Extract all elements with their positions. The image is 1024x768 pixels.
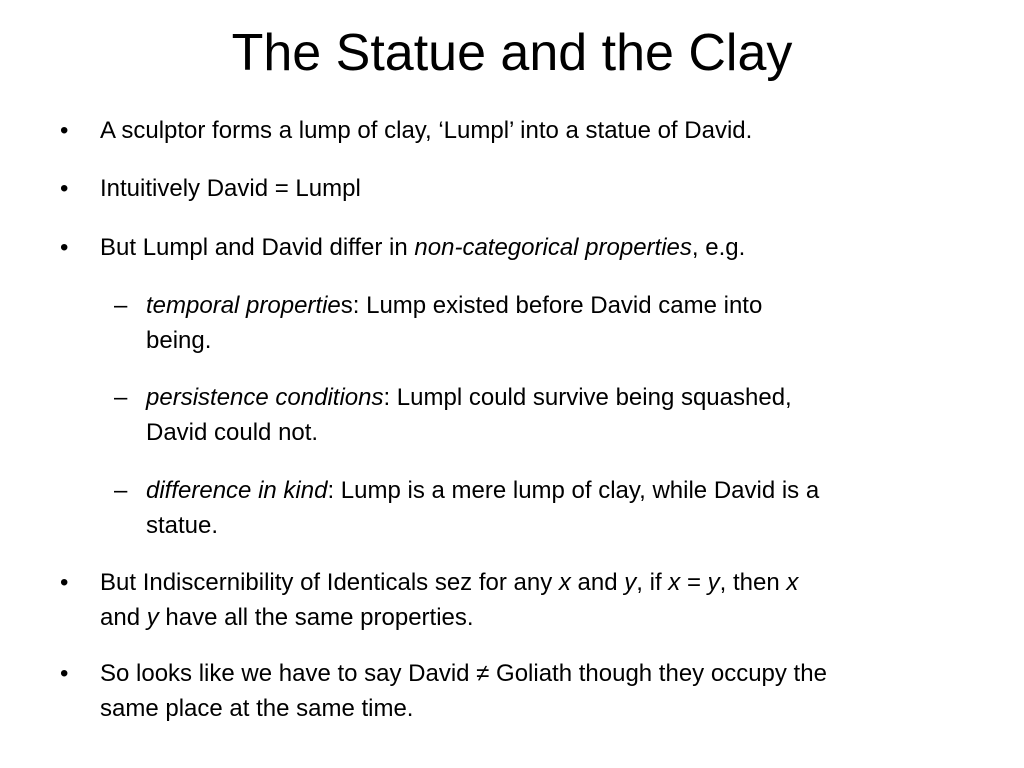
bullet-icon: • — [60, 175, 69, 202]
variable-y: y — [146, 604, 159, 631]
variable-x: x — [668, 569, 681, 596]
sub-bullet-text — [146, 288, 946, 358]
text-run: So looks like we have to say David ≠ Goliath though they occupy the — [100, 660, 827, 687]
sub-bullet-text — [146, 473, 946, 543]
text-run: , if — [636, 569, 669, 596]
bullet-text — [100, 230, 980, 265]
text-run: : Lumpl could survive being squashed, — [383, 384, 792, 411]
bullet-text: Intuitively David = Lumpl — [100, 175, 361, 202]
bullet-icon: • — [60, 569, 69, 596]
text-run: But Lumpl and David differ in — [100, 234, 415, 261]
text-run: , e.g. — [691, 234, 746, 261]
bullet-text — [100, 656, 980, 726]
variable-x: x — [558, 569, 571, 596]
emphasis-text: persistence conditions — [146, 384, 384, 411]
slide-title: The Statue and the Clay — [231, 24, 793, 82]
text-run: s: Lump existed before David came into — [340, 292, 763, 319]
emphasis-text: difference in kind — [146, 477, 328, 504]
bullet-icon: • — [60, 117, 69, 144]
text-run: : Lump is a mere lump of clay, while David is a — [327, 477, 820, 504]
text-run: But Indiscernibility of Identicals sez for any — [100, 569, 559, 596]
dash-icon: – — [114, 384, 128, 411]
bullet-icon: • — [60, 660, 69, 687]
text-run: same place at the same time. — [100, 695, 414, 722]
text-run: have all the same properties. — [158, 604, 474, 631]
bullet-text — [100, 565, 980, 635]
variable-x: x — [786, 569, 799, 596]
dash-icon: – — [114, 477, 128, 504]
text-run: , then — [719, 569, 787, 596]
text-run: being. — [146, 327, 212, 354]
text-run: = — [680, 569, 708, 596]
text-run: and — [570, 569, 625, 596]
bullet-text: A sculptor forms a lump of clay, ‘Lumpl’ into a statue of David. — [100, 117, 753, 144]
bullet-icon: • — [60, 234, 69, 261]
variable-y: y — [707, 569, 720, 596]
text-run: statue. — [146, 512, 219, 539]
text-run: and — [100, 604, 147, 631]
variable-y: y — [624, 569, 637, 596]
emphasis-text: temporal propertie — [146, 292, 341, 319]
dash-icon: – — [114, 292, 128, 319]
sub-bullet-text — [146, 380, 946, 450]
emphasis-text: non-categorical properties — [414, 234, 692, 261]
text-run: David could not. — [146, 419, 319, 446]
